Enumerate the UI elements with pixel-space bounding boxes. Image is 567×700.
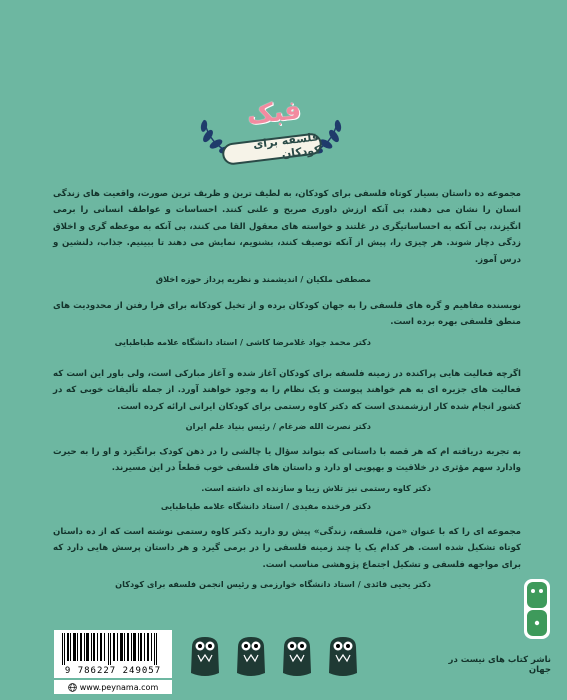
quote-author: دکتر فرخنده مفیدی / استاد دانشگاه علامه طباطبایی (160, 500, 371, 511)
quote-block-2 (53, 298, 521, 349)
mascot-icon (188, 633, 222, 679)
isbn-barcode (54, 630, 172, 678)
mascot-icon (326, 633, 360, 679)
quote-block-5 (53, 524, 521, 591)
series-logo (186, 96, 356, 171)
quote-block-1 (53, 186, 521, 286)
quote-author: دکتر یحیی قائدی / استاد دانشگاه خوارزمی و رئیس انجمن فلسفه برای کودکان (115, 579, 431, 590)
mascot-icon (280, 633, 314, 679)
quote-text: مجموعه ده داستان بسیار کوتاه فلسفی برای کودکان، به لطیف ترین و ظریف ترین صورت، واقعیت های زندگی انسان را نشان می دهند، بی آنکه ارزش داوری صریح و علنی کنند. احساسات و عواطف انسانی را برمی انگیزند، بی آنکه به احساساتیگری در غلتند و خواسته های معقول القا می کنند، بی آنکه به موعظه گری و اخلاق زدگی دچار شوند. هر چیزی را، پیش از آنکه توصیف کنند، بشنویم، نمایش می دهند تا ببینیم. جذاب، دلنشین و درس آموز. (53, 189, 521, 265)
quote-author: مصطفی ملکیان / اندیشمند و نظریه پرداز حوزه اخلاق (155, 274, 371, 285)
publisher-logo-icon (520, 577, 554, 641)
quote-author: دکتر نصرت الله ضرغام / رئیس بنیاد علم ایران (185, 421, 371, 432)
quote-text: به تجربه دریافته ام که هر قصه با داستانی که بتواند سؤال یا چالشی را در ذهن کودک برانگیزد و او را به حیرت وادارد سهم مؤثری در خلاقیت و بهپویی او دارد و داستان های فلسفی خوب قطعاً در این مسیرند. (53, 447, 521, 474)
quote-author: دکتر محمد جواد غلامرضا کاشی / استاد دانشگاه علامه طباطبایی (114, 336, 371, 347)
website-text: www.peynama.com (79, 682, 159, 692)
logo-word: فبک (245, 95, 303, 131)
mascot-icon (234, 633, 268, 679)
quote-text: نویسنده مفاهیم و گره های فلسفی را به جهان کودکان برده و از تخیل کودکانه برای فرا رفتن از محدودیت های منطق فلسفی بهره برده است. (53, 301, 521, 328)
barcode-bars-icon (60, 633, 166, 665)
quote-block-3 (53, 366, 521, 433)
quote-text: مجموعه ای را که با عنوان «من، فلسفه، زندگی» پیش رو دارید دکتر کاوه رستمی نوشته است که از ده داستان کوتاه تشکیل شده است. هر کدام یک یا چند زمینه فلسفی را در برمی گیرد و هر داستان پرسش هایی دارد که برای مواجهه فلسفی و تشکیل اجتماع پژوهشی مناسب است. (53, 527, 521, 570)
website-link[interactable] (54, 680, 172, 694)
quote-block-4 (53, 444, 521, 513)
quote-text: اگرچه فعالیت هایی پراکنده در زمینه فلسفه برای کودکان آغاز شده و آغاز مبارکی است، ولی باور این است که فعالیت های جزیره ای به هم خواهند پیوست و یک نظام را به وجود خواهند آورد. از جمله تألیفات خوبی که در کشور انجام شده کار ارزشمندی است که دکتر کاوه رستمی برای کودکان ایرانی ارائه کرده است. (53, 369, 521, 412)
globe-icon (68, 683, 77, 692)
logo-ribbon: فلسفه برای کودکان (221, 132, 323, 166)
publisher-tagline: ناشر کتاب های نیست در جهان (448, 655, 551, 675)
quote-extra: دکتر کاوه رستمی نیز تلاش زیبا و سازنده ای داشته است. (201, 482, 431, 493)
isbn-number: 9 786227 249057 (64, 666, 162, 676)
mascot-row (188, 633, 368, 683)
